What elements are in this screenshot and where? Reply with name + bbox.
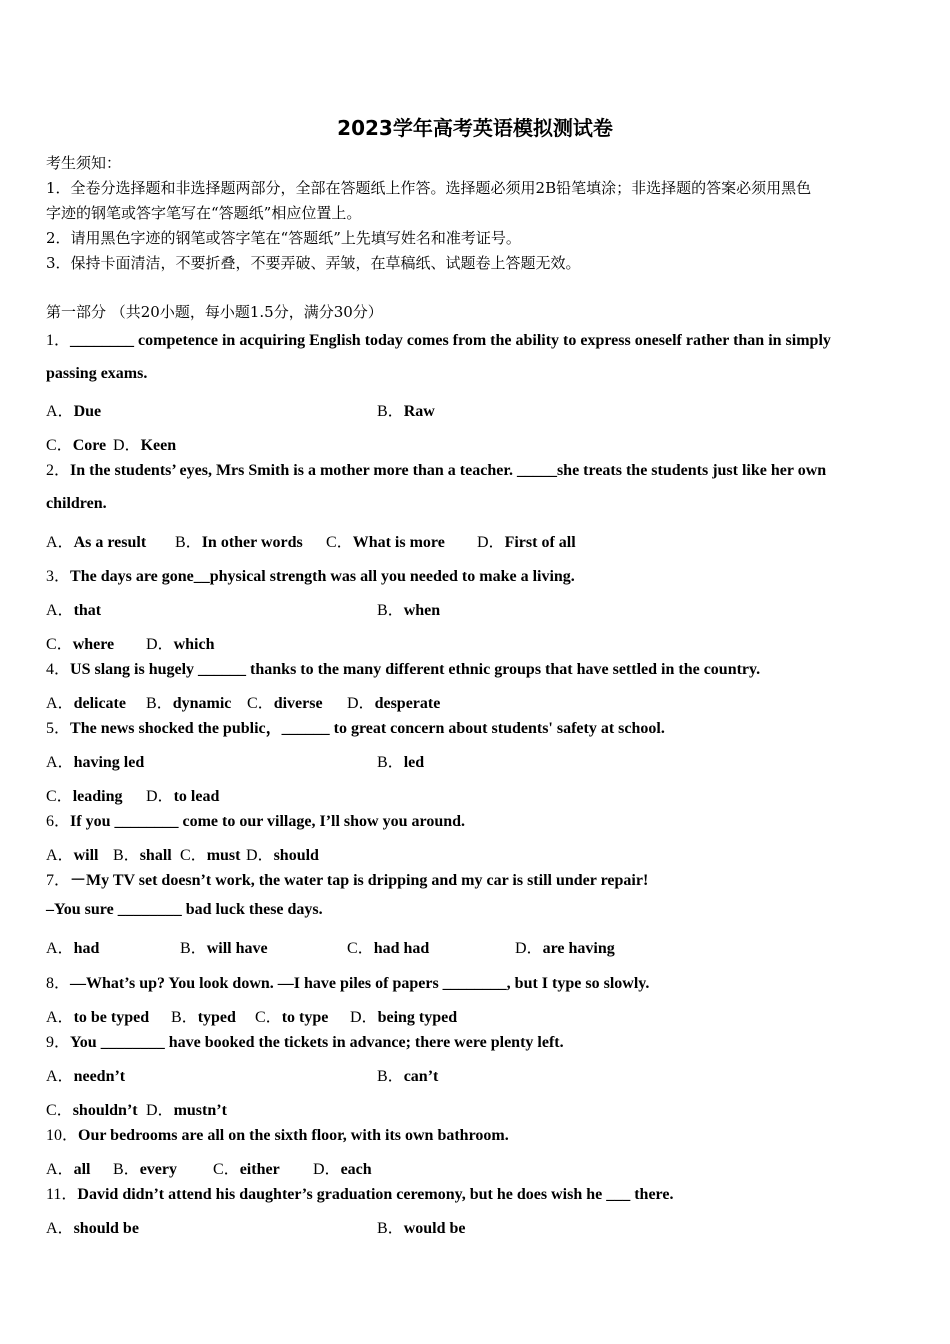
option-a[interactable]: A．delicate [46, 695, 126, 712]
question-number: 3． [46, 568, 71, 585]
question-3 [46, 563, 575, 586]
option-c[interactable]: C．diverse [247, 695, 323, 712]
option-a[interactable]: A．will [46, 847, 99, 864]
notice-item-1: 1．全卷分选择题和非选择题两部分，全部在答题纸上作答。选择题必须用2B铅笔填涂；非选择题的答案必须用黑色 [46, 179, 812, 197]
option-d[interactable]: D．should [246, 847, 319, 864]
option-d[interactable]: D．Keen [113, 437, 177, 454]
option-b[interactable]: B．when [377, 602, 441, 619]
question-text: You ________ have booked the tickets in advance; there were plenty left. [70, 1034, 564, 1051]
question-text: If you ________ come to our village, I’ll show you around. [70, 813, 466, 830]
option-c[interactable]: C．What is more [326, 534, 445, 551]
notice-heading: 考生须知： [46, 154, 122, 172]
option-b[interactable]: B．led [377, 754, 425, 771]
option-d[interactable]: D．to lead [146, 788, 220, 805]
question-9 [46, 1029, 564, 1052]
question-text: Our bedrooms are all on the sixth floor, with its own bathroom. [78, 1127, 509, 1144]
option-a[interactable]: A．that [46, 602, 102, 619]
option-c[interactable]: C．either [213, 1161, 280, 1178]
option-a[interactable]: A．all [46, 1161, 91, 1178]
option-a[interactable]: A．As a result [46, 534, 147, 551]
option-c[interactable]: C．must [180, 847, 241, 864]
question-number: 6． [46, 813, 71, 830]
question-number: 2． [46, 462, 71, 479]
option-b[interactable]: B．can’t [377, 1068, 439, 1085]
question-6 [46, 808, 465, 831]
question-text: —What’s up? You look down. —I have piles of papers ________, but I type so slowly. [70, 975, 650, 992]
question-text: In the students’ eyes, Mrs Smith is a mother more than a teacher. _____she treats the students just like her own [70, 462, 827, 479]
question-7 [46, 867, 648, 890]
question-5 [46, 715, 665, 738]
question-number: 9． [46, 1034, 71, 1051]
option-a[interactable]: A．should be [46, 1220, 139, 1237]
question-11 [46, 1181, 673, 1204]
option-d[interactable]: D．are having [515, 940, 615, 957]
option-b[interactable]: B．Raw [377, 403, 435, 420]
option-c[interactable]: C．where [46, 636, 115, 653]
question-4 [46, 656, 760, 679]
question-text: The news shocked the public，______ to great concern about students' safety at school. [70, 720, 665, 737]
question-1 [46, 327, 831, 350]
option-a[interactable]: A．had [46, 940, 100, 957]
option-c[interactable]: C．had had [347, 940, 430, 957]
option-d[interactable]: D．mustn’t [146, 1102, 227, 1119]
question-text: －My TV set doesn’t work, the water tap is dripping and my car is still under repair! [70, 872, 649, 889]
notice-item-2: 2．请用黑色字迹的钢笔或答字笔在“答题纸”上先填写姓名和准考证号。 [46, 229, 521, 247]
option-a[interactable]: A．having led [46, 754, 145, 771]
question-text: US slang is hugely ______ thanks to the many different ethnic groups that have settled in the country. [70, 661, 761, 678]
question-8 [46, 970, 649, 993]
question-number: 8． [46, 975, 71, 992]
option-a[interactable]: A．Due [46, 403, 102, 420]
question-7-cont: –You sure ________ bad luck these days. [46, 901, 323, 918]
option-a[interactable]: A．needn’t [46, 1068, 126, 1085]
notice-item-3: 3．保持卡面清洁，不要折叠，不要弄破、弄皱，在草稿纸、试题卷上答题无效。 [46, 254, 581, 272]
question-text: The days are gone__physical strength was all you needed to make a living. [70, 568, 575, 585]
option-b[interactable]: B．shall [113, 847, 172, 864]
option-d[interactable]: D．which [146, 636, 215, 653]
page-title: 2023学年高考英语模拟测试卷 [337, 116, 613, 140]
option-d[interactable]: D．each [313, 1161, 372, 1178]
option-a[interactable]: A．to be typed [46, 1009, 150, 1026]
question-text: David didn’t attend his daughter’s graduation ceremony, but he does wish he ___ there. [77, 1186, 674, 1203]
option-c[interactable]: C．leading [46, 788, 123, 805]
option-d[interactable]: D．being typed [350, 1009, 458, 1026]
question-number: 7． [46, 872, 71, 889]
question-number: 5． [46, 720, 71, 737]
option-b[interactable]: B．dynamic [146, 695, 232, 712]
question-number: 10． [46, 1127, 79, 1144]
question-number: 1． [46, 332, 71, 349]
option-b[interactable]: B．typed [171, 1009, 236, 1026]
question-2-cont: children. [46, 495, 107, 512]
option-c[interactable]: C．to type [255, 1009, 329, 1026]
option-d[interactable]: D．desperate [347, 695, 441, 712]
option-c[interactable]: C．shouldn’t [46, 1102, 138, 1119]
question-number: 4． [46, 661, 71, 678]
notice-item-1-cont: 字迹的钢笔或答字笔写在“答题纸”相应位置上。 [46, 204, 362, 222]
question-10 [46, 1122, 509, 1145]
option-d[interactable]: D．First of all [477, 534, 576, 551]
question-2 [46, 457, 826, 480]
option-b[interactable]: B．will have [180, 940, 268, 957]
option-c[interactable]: C．Core [46, 437, 107, 454]
question-text: ________ competence in acquiring English today comes from the ability to express oneself rather than in simply [70, 332, 831, 349]
option-b[interactable]: B．would be [377, 1220, 466, 1237]
section-heading: 第一部分 （共20小题，每小题1.5分，满分30分） [46, 303, 383, 321]
question-number: 11． [46, 1186, 78, 1203]
option-b[interactable]: B．In other words [175, 534, 303, 551]
option-b[interactable]: B．every [113, 1161, 177, 1178]
question-1-cont: passing exams. [46, 365, 148, 382]
